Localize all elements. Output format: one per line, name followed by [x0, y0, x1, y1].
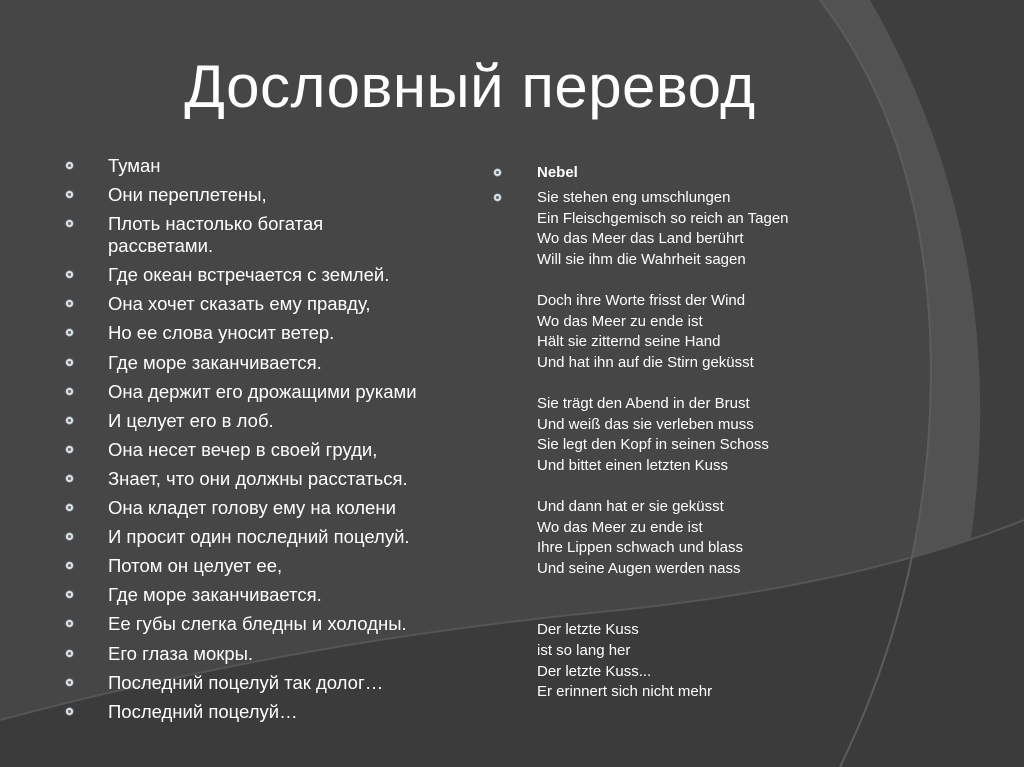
- list-item-text: Она держит его дрожащими руками: [108, 380, 417, 402]
- list-item-text: Знает, что они должны расстаться.: [108, 467, 408, 489]
- poem-line: Sie trägt den Abend in der Brust: [537, 394, 750, 412]
- list-item-text: Она несет вечер в своей груди,: [108, 438, 378, 460]
- poem-title: Nebel: [537, 164, 578, 181]
- list-item-text: Где море заканчивается.: [108, 584, 322, 606]
- list-item: [66, 526, 486, 548]
- list-item-text: Где океан встречается с землей.: [108, 264, 390, 286]
- bullet-icon: [494, 169, 501, 176]
- bullet-icon: [66, 300, 73, 307]
- list-item-text: Потом он целует ее,: [108, 555, 283, 577]
- bullet-icon: [66, 504, 73, 511]
- list-item-text: Ее губы слегка бледны и холодны.: [108, 613, 407, 635]
- list-item-text: Она хочет сказать ему правду,: [108, 293, 371, 315]
- list-item: [66, 293, 486, 315]
- list-item-text: Но ее слова уносит ветер.: [108, 322, 335, 344]
- bullet-icon: [66, 388, 73, 395]
- list-item-text: Его глаза мокры.: [108, 642, 254, 664]
- list-item: [66, 497, 486, 519]
- list-item: [66, 155, 486, 177]
- poem-line: Ihre Lippen schwach und blass: [537, 539, 743, 557]
- list-item-text: И просит один последний поцелуй.: [108, 526, 410, 548]
- list-item: [66, 555, 486, 577]
- bullet-icon: [494, 194, 501, 201]
- bullet-icon: [66, 271, 73, 278]
- poem-line: Wo das Meer zu ende ist: [537, 312, 703, 330]
- list-item-text: Последний поцелуй так долог…: [108, 671, 384, 693]
- poem-line: Hält sie zitternd seine Hand: [537, 333, 721, 351]
- list-item-text: Они переплетены,: [108, 184, 267, 206]
- bullet-icon: [66, 620, 73, 627]
- list-item: [66, 672, 486, 694]
- poem-line: Und bittet einen letzten Kuss: [537, 456, 728, 474]
- bullet-icon: [66, 591, 73, 598]
- list-item: [66, 264, 486, 286]
- list-item: [66, 613, 486, 635]
- list-item: [66, 701, 486, 723]
- list-item: [66, 439, 486, 461]
- list-item-text: Она кладет голову ему на колени: [108, 497, 396, 519]
- bullet-icon: [66, 359, 73, 366]
- bullet-icon: [66, 162, 73, 169]
- bullet-icon: [66, 417, 73, 424]
- list-item-text: Туман: [108, 155, 161, 176]
- right-bullet-list: [494, 163, 874, 723]
- bullet-icon: [66, 220, 73, 227]
- slide-title: Дословный перевод: [184, 53, 756, 120]
- list-item: [66, 352, 486, 374]
- bullet-icon: [66, 329, 73, 336]
- poem-line: Und dann hat er sie geküsst: [537, 497, 724, 515]
- poem-title-item: [494, 163, 874, 183]
- poem-line: Der letzte Kuss: [537, 621, 639, 639]
- poem-line: ist so lang her: [537, 642, 631, 660]
- poem-line: Er erinnert sich nicht mehr: [537, 683, 713, 701]
- list-item-text: Где море заканчивается.: [108, 351, 322, 373]
- bullet-icon: [66, 679, 73, 686]
- list-item-text: И целует его в лоб.: [108, 409, 274, 431]
- bullet-icon: [66, 533, 73, 540]
- poem-line: Und hat ihn auf die Stirn geküsst: [537, 353, 754, 371]
- poem-line: Der letzte Kuss...: [537, 662, 652, 680]
- list-item: [66, 584, 486, 606]
- poem-line: Will sie ihm die Wahrheit sagen: [537, 250, 746, 268]
- poem-line: Wo das Meer das Land berührt: [537, 230, 744, 248]
- list-item-text: Последний поцелуй…: [108, 700, 298, 722]
- poem-line: Doch ihre Worte frisst der Wind: [537, 291, 746, 309]
- bullet-icon: [66, 562, 73, 569]
- bullet-icon: [66, 708, 73, 715]
- list-item: [66, 381, 486, 403]
- list-item: [66, 213, 486, 257]
- poem-stanza: [537, 188, 874, 270]
- bullet-icon: [66, 446, 73, 453]
- bullet-icon: [66, 475, 73, 482]
- list-item: [66, 322, 486, 344]
- poem-line: Und seine Augen werden nass: [537, 559, 741, 577]
- left-bullet-list: [66, 155, 486, 730]
- poem-stanza: [537, 394, 874, 476]
- poem-line: Sie legt den Kopf in seinen Schoss: [537, 436, 769, 454]
- poem-line: Wo das Meer zu ende ist: [537, 518, 703, 536]
- poem-line: Ein Fleischgemisch so reich an Tagen: [537, 209, 789, 227]
- poem-stanza: [537, 497, 874, 579]
- list-item-text: Плоть настолько богатая рассветами.: [108, 213, 324, 257]
- poem-line: Sie stehen eng umschlungen: [537, 189, 731, 206]
- bullet-icon: [66, 650, 73, 657]
- poem-body-item: [494, 188, 874, 703]
- list-item: [66, 643, 486, 665]
- poem-line: Und weiß das sie verleben muss: [537, 415, 754, 433]
- list-item: [66, 468, 486, 490]
- poem-stanza: [537, 620, 874, 702]
- list-item: [66, 410, 486, 432]
- poem-stanza: [537, 291, 874, 373]
- list-item: [66, 184, 486, 206]
- bullet-icon: [66, 191, 73, 198]
